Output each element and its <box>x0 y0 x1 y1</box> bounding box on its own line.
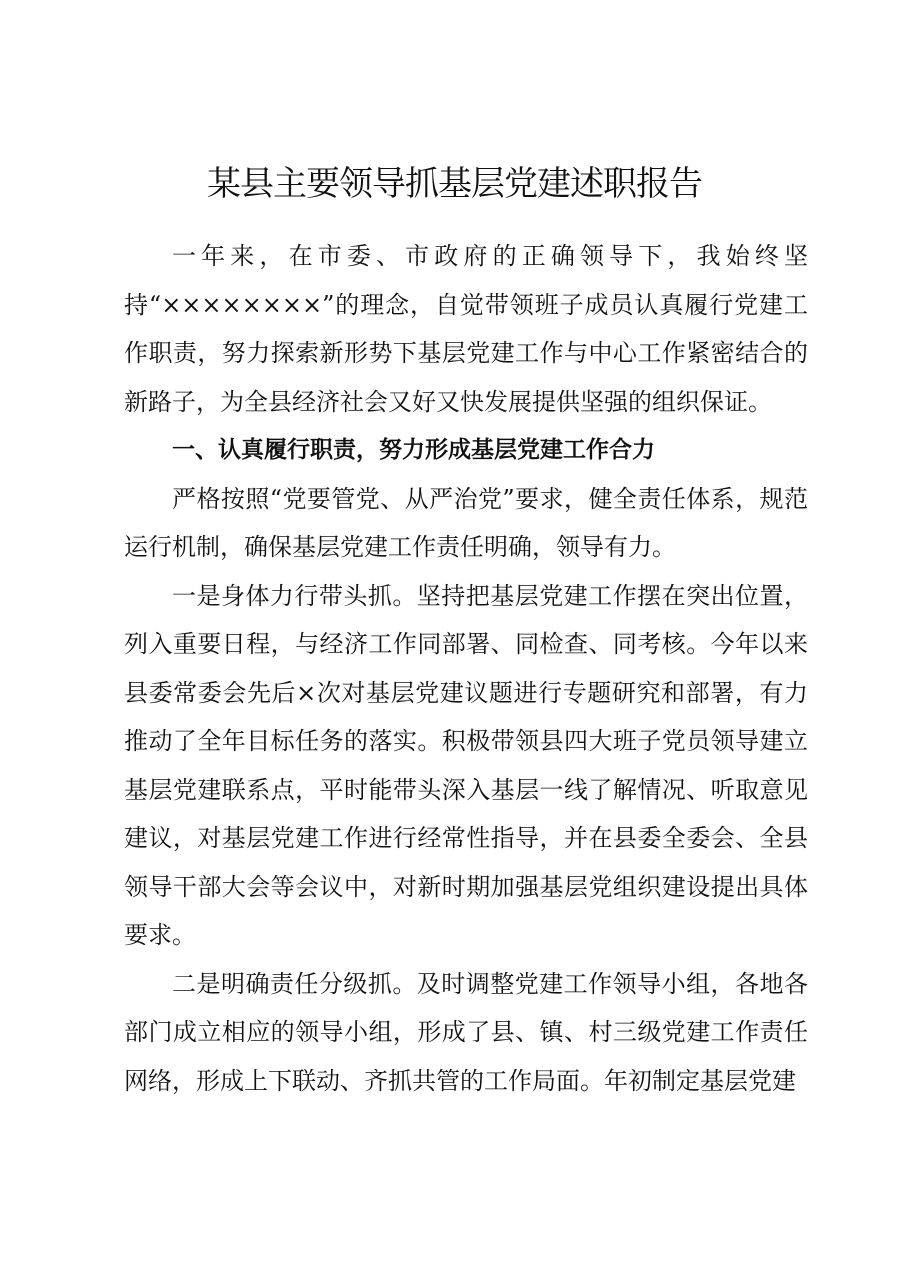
section-heading-1: 一、认真履行职责，努力形成基层党建工作合力 <box>172 437 655 463</box>
paragraph-intro: 一年来，在市委、市政府的正确领导下，我始终坚持“××××××××”的理念，自觉带领班子成员认真履行党建工作职责，努力探索新形势下基层党建工作与中心工作紧密结合的新路子，为全县经济社会又好又快发展提供坚强的组织保证。 <box>124 242 808 416</box>
paragraph-point-1: 一是身体力行带头抓。坚持把基层党建工作摆在突出位置，列入重要日程，与经济工作同部署、同检查、同考核。今年以来县委常委会先后×次对基层党建议题进行专题研究和部署，有力推动了全年目标任务的落实。积极带领县四大班子党员领导建立基层党建联系点，平时能带头深入基层一线了解情况、听取意见建议，对基层党建工作进行经常性指导，并在县委全委会、全县领导干部大会等会议中，对新时期加强基层党组织建设提出具体要求。 <box>124 581 808 949</box>
document-title: 某县主要领导抓基层党建述职报告 <box>207 164 702 204</box>
paragraph-section-intro: 严格按照“党要管党、从严治党”要求，健全责任体系，规范运行机制，确保基层党建工作责任明确，领导有力。 <box>124 484 808 561</box>
document-body <box>124 232 808 1105</box>
paragraph-point-2: 二是明确责任分级抓。及时调整党建工作领导小组，各地各部门成立相应的领导小组，形成了县、镇、村三级党建工作责任网络，形成上下联动、齐抓共管的工作局面。年初制定基层党建 <box>124 969 808 1095</box>
